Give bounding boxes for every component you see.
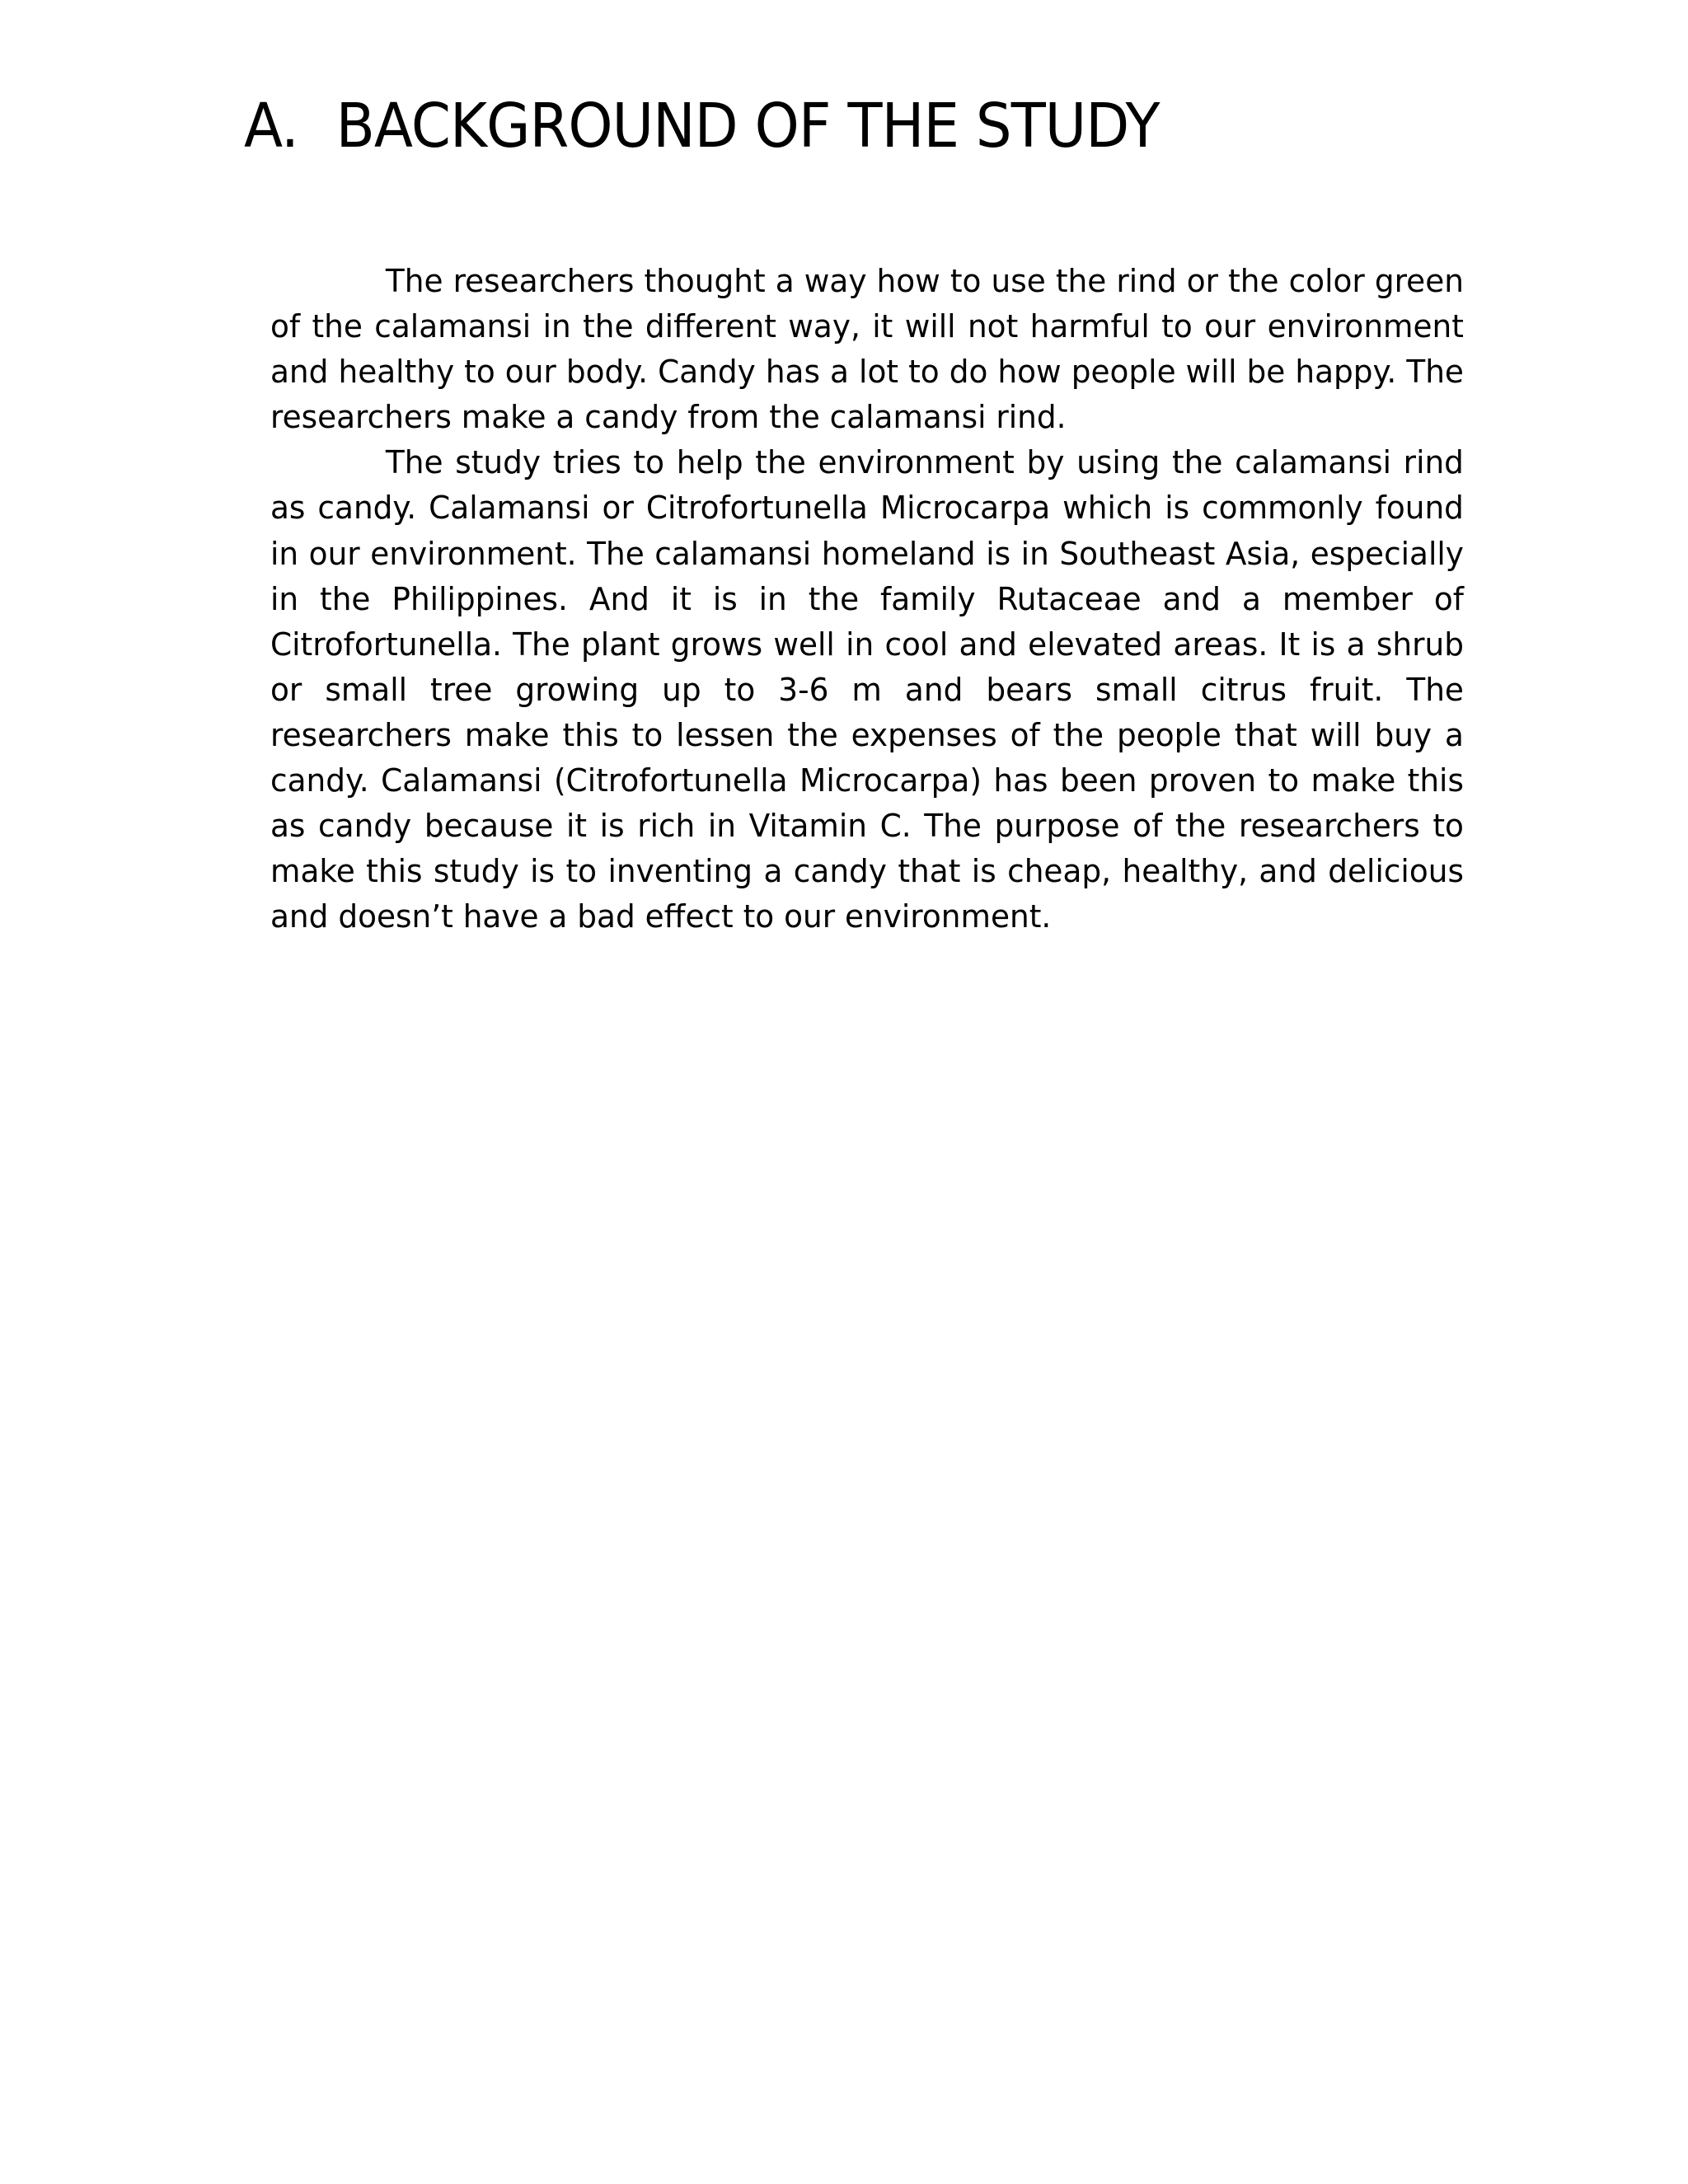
paragraph-1: The researchers thought a way how to use the rind or the color green of the calamansi in the different way, it will not harmful to our environment and healthy to our body. Candy has a lot to do how people will be happy. The researchers make a candy from the calamansi rind. bbox=[270, 263, 1464, 436]
body-text-inner bbox=[270, 259, 1464, 940]
paragraph-2: The study tries to help the environment by using the calamansi rind as candy. Calamansi or Citrofortunella Microcarpa which is commonly found in our environment. The calamansi homeland is in Southeast Asia, especially in the Philippines. And it is in the family Rutaceae and a member of Citrofortunella. The plant grows well in cool and elevated areas. It is a shrub or small tree growing up to 3-6 m and bears small citrus fruit. The researchers make this to lessen the expenses of the people that will buy a candy. Calamansi (Citrofortunella Microcarpa) has been proven to make this as candy because it is rich in Vitamin C. The purpose of the researchers to make this study is to inventing a candy that is cheap, healthy, and delicious and doesn’t have a bad effect to our environment. bbox=[270, 444, 1464, 935]
section-label: A. bbox=[244, 91, 298, 162]
section-title: BACKGROUND OF THE STUDY bbox=[335, 91, 1160, 162]
section-heading bbox=[244, 89, 1160, 163]
body-text bbox=[270, 259, 1482, 940]
